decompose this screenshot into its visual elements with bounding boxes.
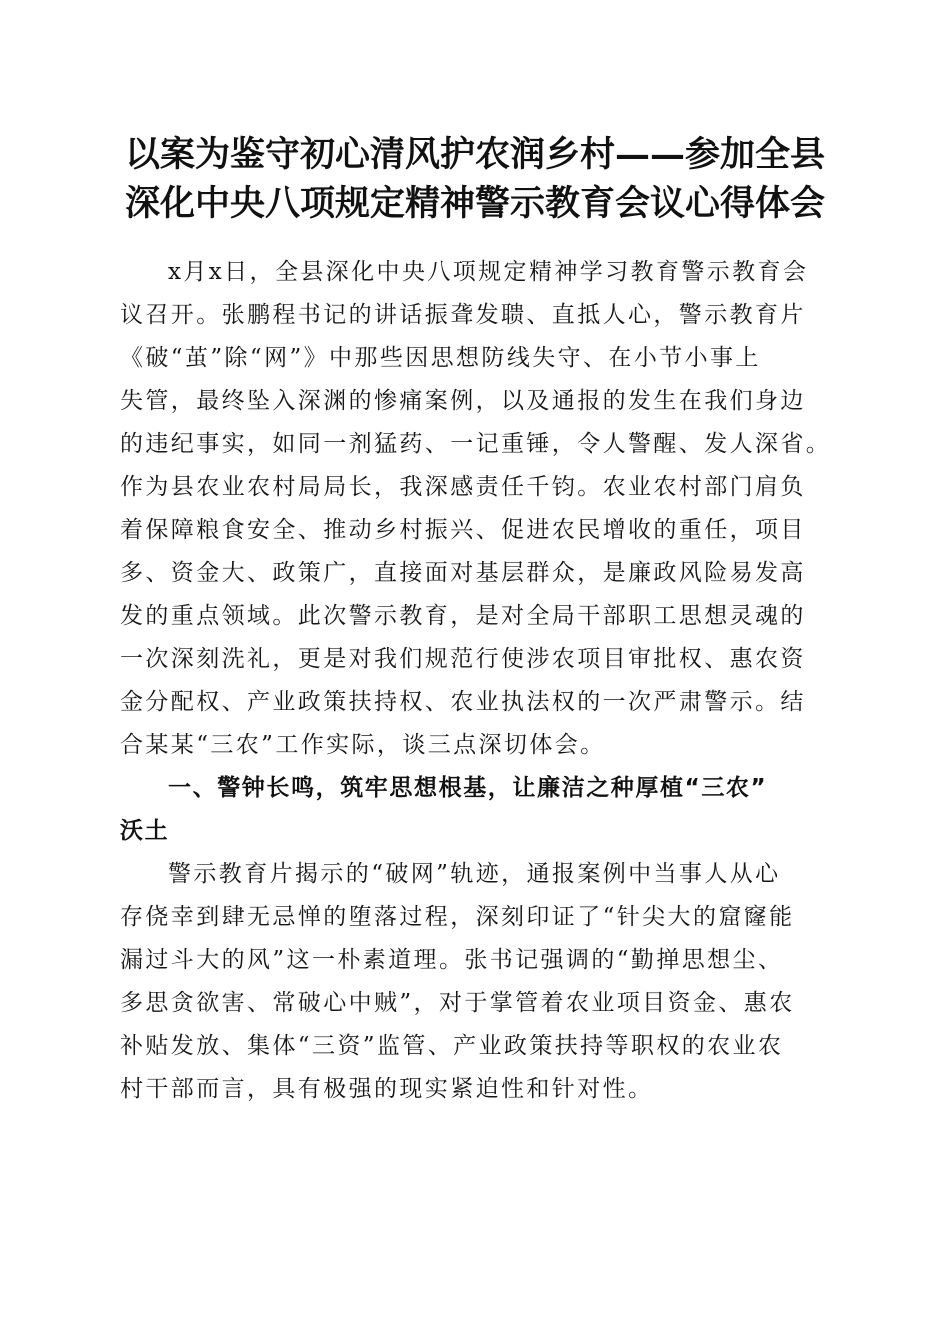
title-line: 以案为鉴守初心清风护农润乡村——参加全县 [124,134,825,175]
text-line: 议召开。张鹏程书记的讲话振聋发聩、直抵人心，警示教育片 [120,302,806,328]
section-heading-1 [120,767,835,853]
heading-line: 沃土 [120,818,170,844]
text-line: 多思贪欲害、常破心中贼”，对于掌管着农业项目资金、惠农 [120,990,795,1016]
text-line: 补贴发放、集体“三资”监管、产业政策扶持等职权的农业农 [120,1033,784,1059]
document-body [120,251,835,1111]
title-line: 深化中央八项规定精神警示教育会议心得体会 [124,183,825,224]
document-title [100,130,850,228]
text-line: 多、资金大、政策广，直接面对基层群众，是廉政风险易发高 [120,560,806,586]
paragraph-intro [120,251,835,767]
text-line: 着保障粮食安全、推动乡村振兴、促进农民增收的重任，项目 [120,517,806,543]
text-line: 金分配权、产业政策扶持权、农业执法权的一次严肃警示。结 [120,689,806,715]
text-line: 《破“茧”除“网”》中那些因思想防线失守、在小节小事上 [120,345,761,371]
text-line: 一次深刻洗礼，更是对我们规范行使涉农项目审批权、惠农资 [120,646,806,672]
text-line: 警示教育片揭示的“破网”轨迹，通报案例中当事人从心 [168,861,781,887]
text-line: 存侥幸到肆无忌惮的堕落过程，深刻印证了“针尖大的窟窿能 [120,904,795,930]
heading-line: 一、警钟长鸣，筑牢思想根基，让廉洁之种厚植“三农” [168,775,768,801]
text-line: 的违纪事实，如同一剂猛药、一记重锤，令人警醒、发人深省。 [120,431,832,457]
text-line: 合某某“三农”工作实际，谈三点深切体会。 [120,732,606,758]
paragraph-section-1 [120,853,835,1111]
text-line: 村干部而言，具有极强的现实紧迫性和针对性。 [120,1076,654,1102]
text-line: x月x日，全县深化中央八项规定精神学习教育警示教育会 [168,259,809,285]
text-line: 失管，最终坠入深渊的惨痛案例，以及通报的发生在我们身边 [120,388,806,414]
text-line: 作为县农业农村局局长，我深感责任千钧。农业农村部门肩负 [120,474,806,500]
text-line: 发的重点领域。此次警示教育，是对全局干部职工思想灵魂的 [120,603,806,629]
text-line: 漏过斗大的风”这一朴素道理。张书记强调的“勤掸思想尘、 [120,947,784,973]
